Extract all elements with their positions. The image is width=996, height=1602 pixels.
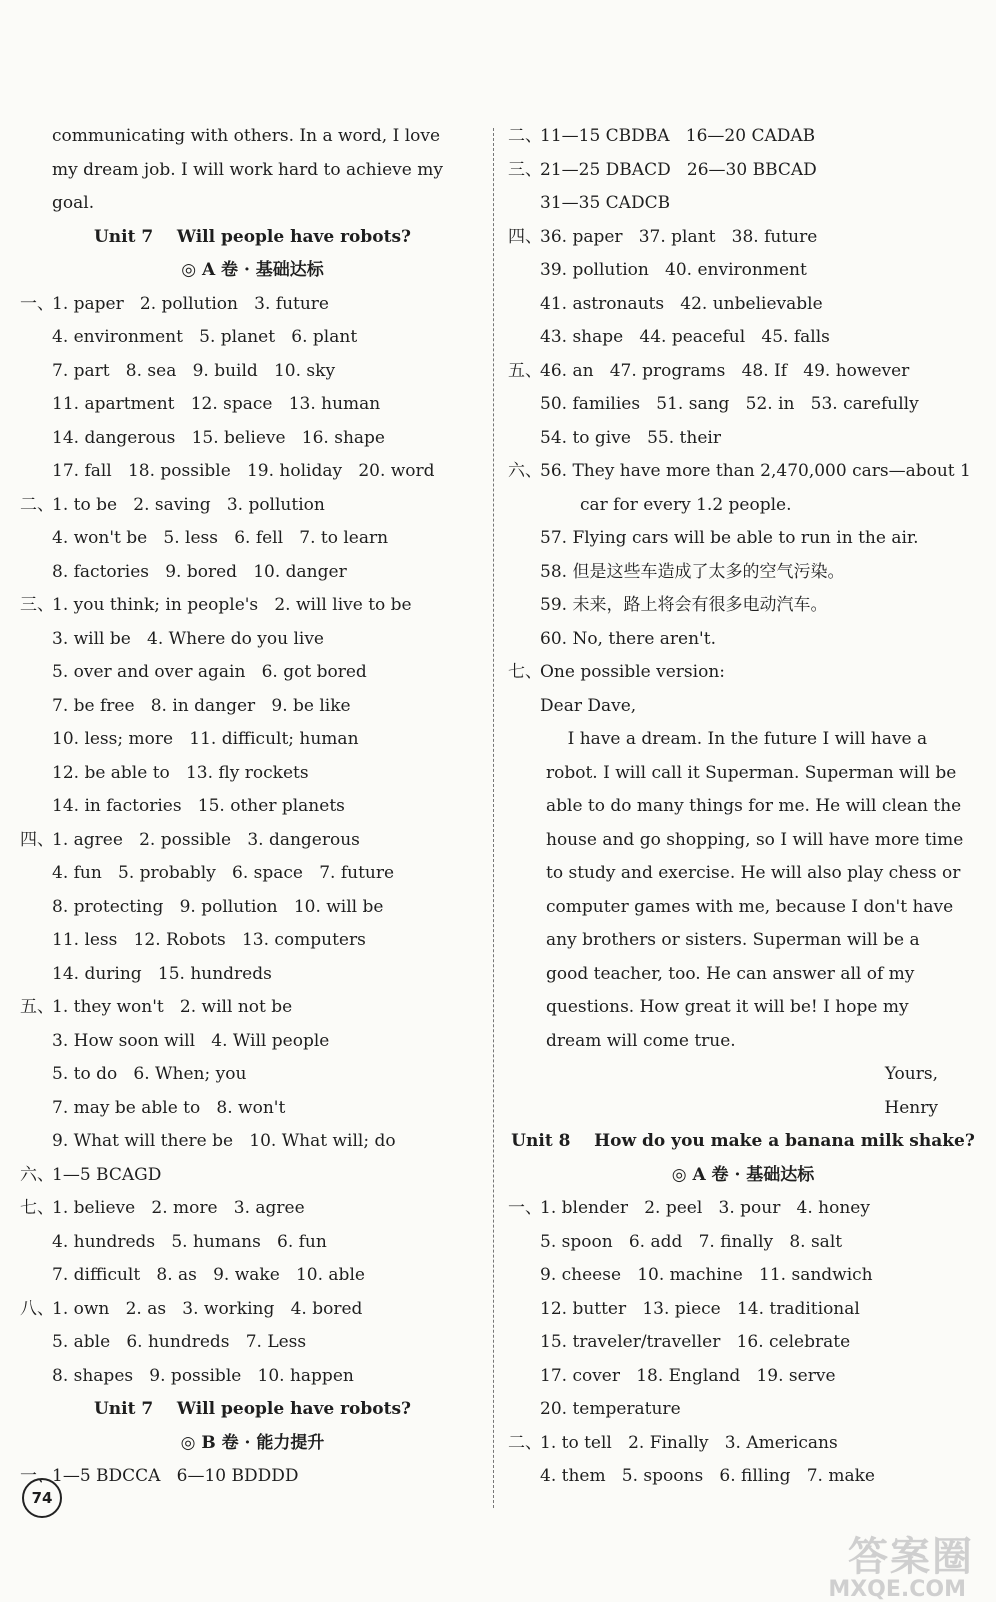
answer-line bbox=[20, 187, 485, 221]
answer-line bbox=[20, 288, 485, 322]
section-number: 七、 bbox=[508, 662, 542, 682]
section-number: 一、 bbox=[20, 1466, 54, 1486]
line-text: 5. to do 6. When; you bbox=[52, 1064, 247, 1084]
line-text: 15. traveler/traveller 16. celebrate bbox=[540, 1332, 851, 1352]
answer-line bbox=[508, 556, 978, 590]
line-text: 56. They have more than 2,470,000 cars—about 1 bbox=[540, 461, 971, 481]
answer-line bbox=[20, 1460, 485, 1494]
letter-signature bbox=[508, 1058, 978, 1092]
line-text: One possible version: bbox=[540, 662, 725, 682]
unit-heading bbox=[20, 1393, 485, 1427]
answer-line bbox=[508, 388, 978, 422]
line-text: 17. cover 18. England 19. serve bbox=[540, 1365, 836, 1386]
section-number: 二、 bbox=[508, 126, 542, 146]
line-text: 9. cheese 10. machine 11. sandwich bbox=[540, 1265, 873, 1285]
line-text: 46. an 47. programs 48. If 49. however bbox=[540, 360, 910, 381]
right-column bbox=[508, 120, 978, 1494]
section-number: 三、 bbox=[20, 595, 54, 615]
answer-line bbox=[20, 1326, 485, 1360]
answer-line bbox=[508, 623, 978, 657]
line-text: 5. spoon 6. add 7. finally 8. salt bbox=[540, 1231, 843, 1252]
answer-line bbox=[508, 1259, 978, 1293]
answer-line bbox=[20, 1025, 485, 1059]
answer-line bbox=[20, 1159, 485, 1193]
answer-line bbox=[508, 1427, 978, 1461]
answer-line bbox=[508, 857, 978, 891]
line-text: 8. protecting 9. pollution 10. will be bbox=[52, 896, 384, 917]
section-number: 二、 bbox=[508, 1432, 542, 1453]
line-text: 57. Flying cars will be able to run in the air. bbox=[540, 528, 919, 548]
line-text: 59. 未来，路上将会有很多电动汽车。 bbox=[540, 595, 828, 615]
answer-line bbox=[20, 154, 485, 188]
line-text: 11. apartment 12. space 13. human bbox=[52, 394, 381, 414]
line-text: 4. them 5. spoons 6. filling 7. make bbox=[540, 1466, 875, 1486]
answer-line bbox=[20, 991, 485, 1025]
line-text: 36. paper 37. plant 38. future bbox=[540, 226, 818, 247]
line-text: 7. may be able to 8. won't bbox=[52, 1097, 286, 1118]
line-text: 12. butter 13. piece 14. traditional bbox=[540, 1298, 860, 1319]
line-text: 9. What will there be 10. What will; do bbox=[52, 1131, 396, 1151]
answer-line bbox=[20, 422, 485, 456]
letter-signature bbox=[508, 1092, 978, 1126]
line-text: 20. temperature bbox=[540, 1399, 681, 1419]
section-number: 六、 bbox=[20, 1164, 54, 1185]
answer-line bbox=[20, 1226, 485, 1260]
answer-line bbox=[508, 288, 978, 322]
line-text: 14. during 15. hundreds bbox=[52, 963, 272, 984]
section-heading bbox=[20, 1427, 485, 1461]
line-text: 1. to be 2. saving 3. pollution bbox=[52, 494, 325, 515]
line-text: 1. own 2. as 3. working 4. bored bbox=[52, 1298, 363, 1319]
answer-line bbox=[508, 321, 978, 355]
line-text: 1—5 BDCCA 6—10 BDDDD bbox=[52, 1466, 299, 1486]
answer-line bbox=[508, 1460, 978, 1494]
line-text: 60. No, there aren't. bbox=[540, 628, 716, 649]
answer-line bbox=[20, 489, 485, 523]
line-text: questions. How great it will be! I hope my bbox=[546, 997, 909, 1017]
answer-line bbox=[20, 656, 485, 690]
answer-line bbox=[508, 455, 978, 489]
section-number: 七、 bbox=[20, 1198, 54, 1218]
answer-line bbox=[508, 221, 978, 255]
line-text: 43. shape 44. peaceful 45. falls bbox=[540, 327, 830, 347]
line-text: 14. dangerous 15. believe 16. shape bbox=[52, 427, 385, 448]
answer-line bbox=[508, 690, 978, 724]
answer-line bbox=[508, 254, 978, 288]
answer-line bbox=[508, 790, 978, 824]
unit-heading bbox=[508, 1125, 978, 1159]
line-text: 1. to tell 2. Finally 3. Americans bbox=[540, 1432, 838, 1453]
answer-line bbox=[20, 321, 485, 355]
answer-line bbox=[20, 556, 485, 590]
answer-line bbox=[508, 656, 978, 690]
section-number: 一、 bbox=[20, 293, 54, 314]
answer-line bbox=[508, 991, 978, 1025]
line-text: 5. over and over again 6. got bored bbox=[52, 662, 367, 682]
line-text: 4. environment 5. planet 6. plant bbox=[52, 327, 358, 347]
answer-line bbox=[508, 522, 978, 556]
answer-line bbox=[20, 1058, 485, 1092]
answer-line bbox=[508, 1025, 978, 1059]
section-number: 四、 bbox=[508, 226, 542, 247]
line-text: my dream job. I will work hard to achieve my bbox=[52, 159, 443, 180]
answer-line bbox=[20, 924, 485, 958]
page-number: 74 bbox=[22, 1478, 62, 1518]
line-text: 31—35 CADCB bbox=[540, 193, 671, 213]
line-text: goal. bbox=[52, 193, 95, 213]
answer-line bbox=[20, 388, 485, 422]
answer-line bbox=[20, 824, 485, 858]
answer-line bbox=[508, 824, 978, 858]
answer-line bbox=[508, 120, 978, 154]
line-text: 4. fun 5. probably 6. space 7. future bbox=[52, 863, 395, 883]
line-text: 7. part 8. sea 9. build 10. sky bbox=[52, 360, 336, 381]
watermark-logo: 答案圈 bbox=[848, 1534, 974, 1580]
line-text: 12. be able to 13. fly rockets bbox=[52, 762, 309, 783]
answer-line bbox=[508, 1326, 978, 1360]
line-text: ◎ A 卷 · 基础达标 bbox=[671, 1164, 815, 1185]
line-text: 1. blender 2. peel 3. pour 4. honey bbox=[540, 1198, 870, 1218]
answer-line bbox=[508, 1360, 978, 1394]
answer-line bbox=[508, 489, 978, 523]
answer-line bbox=[508, 757, 978, 791]
line-text: 50. families 51. sang 52. in 53. carefully bbox=[540, 394, 919, 414]
line-text: 7. be free 8. in danger 9. be like bbox=[52, 695, 351, 716]
line-text: 1. they won't 2. will not be bbox=[52, 997, 293, 1017]
line-text: dream will come true. bbox=[546, 1030, 736, 1051]
line-text: 39. pollution 40. environment bbox=[540, 260, 807, 280]
answer-line bbox=[20, 1192, 485, 1226]
section-number: 二、 bbox=[20, 494, 54, 515]
section-number: 四、 bbox=[20, 829, 54, 850]
answer-line bbox=[20, 120, 485, 154]
line-text: Unit 7 Will people have robots? bbox=[93, 1399, 411, 1419]
answer-line bbox=[20, 690, 485, 724]
answer-line bbox=[20, 1293, 485, 1327]
answer-line bbox=[20, 455, 485, 489]
answer-line bbox=[20, 958, 485, 992]
line-text: 10. less; more 11. difficult; human bbox=[52, 729, 359, 749]
line-text: ◎ B 卷 · 能力提升 bbox=[180, 1432, 325, 1453]
line-text: 5. able 6. hundreds 7. Less bbox=[52, 1332, 307, 1352]
section-number: 五、 bbox=[508, 360, 542, 381]
section-number: 三、 bbox=[508, 159, 542, 180]
line-text: to study and exercise. He will also play chess or bbox=[546, 863, 961, 883]
answer-line bbox=[508, 187, 978, 221]
line-text: 3. will be 4. Where do you live bbox=[52, 628, 324, 649]
line-text: Henry bbox=[884, 1097, 938, 1118]
line-text: 14. in factories 15. other planets bbox=[52, 796, 345, 816]
line-text: good teacher, too. He can answer all of my bbox=[546, 963, 915, 984]
line-text: 21—25 DBACD 26—30 BBCAD bbox=[540, 159, 817, 180]
line-text: 58. 但是这些车造成了太多的空气污染。 bbox=[540, 561, 845, 582]
line-text: 17. fall 18. possible 19. holiday 20. word bbox=[52, 461, 435, 481]
answer-line bbox=[508, 891, 978, 925]
answer-line bbox=[20, 857, 485, 891]
line-text: 4. hundreds 5. humans 6. fun bbox=[52, 1231, 327, 1252]
section-number: 一、 bbox=[508, 1198, 542, 1218]
line-text: 1—5 BCAGD bbox=[52, 1164, 162, 1185]
answer-line bbox=[508, 154, 978, 188]
answer-line bbox=[20, 355, 485, 389]
unit-heading bbox=[20, 221, 485, 255]
answer-line bbox=[508, 355, 978, 389]
line-text: 11—15 CBDBA 16—20 CADAB bbox=[540, 126, 816, 146]
line-text: 3. How soon will 4. Will people bbox=[52, 1030, 330, 1051]
answer-line bbox=[508, 422, 978, 456]
answer-line bbox=[20, 891, 485, 925]
line-text: 1. agree 2. possible 3. dangerous bbox=[52, 829, 360, 850]
section-number: 五、 bbox=[20, 997, 54, 1017]
answer-line bbox=[20, 790, 485, 824]
line-text: Unit 8 How do you make a banana milk shake? bbox=[511, 1131, 975, 1151]
line-text: 8. factories 9. bored 10. danger bbox=[52, 561, 347, 582]
answer-line bbox=[20, 623, 485, 657]
line-text: Unit 7 Will people have robots? bbox=[93, 226, 411, 247]
answer-line bbox=[508, 589, 978, 623]
answer-line bbox=[508, 924, 978, 958]
line-text: 1. believe 2. more 3. agree bbox=[52, 1198, 305, 1218]
line-text: ◎ A 卷 · 基础达标 bbox=[181, 260, 324, 280]
answer-line bbox=[508, 1192, 978, 1226]
answer-line bbox=[508, 958, 978, 992]
line-text: Yours, bbox=[884, 1064, 938, 1084]
line-text: 8. shapes 9. possible 10. happen bbox=[52, 1365, 354, 1386]
answer-line bbox=[20, 757, 485, 791]
left-column bbox=[20, 120, 485, 1494]
answer-line bbox=[20, 723, 485, 757]
line-text: able to do many things for me. He will clean the bbox=[546, 796, 962, 816]
column-divider bbox=[493, 128, 494, 1508]
line-text: house and go shopping, so I will have more time bbox=[546, 829, 964, 850]
line-text: any brothers or sisters. Superman will be a bbox=[546, 930, 920, 950]
line-text: computer games with me, because I don't have bbox=[546, 896, 954, 917]
line-text: 7. difficult 8. as 9. wake 10. able bbox=[52, 1265, 365, 1285]
answer-line bbox=[20, 522, 485, 556]
section-number: 六、 bbox=[508, 461, 542, 481]
line-text: 41. astronauts 42. unbelievable bbox=[540, 293, 823, 314]
line-text: Dear Dave, bbox=[540, 695, 637, 716]
watermark-url: MXQE.COM bbox=[828, 1577, 966, 1602]
line-text: 1. paper 2. pollution 3. future bbox=[52, 293, 329, 314]
answer-line bbox=[508, 723, 978, 757]
answer-line bbox=[508, 1226, 978, 1260]
section-heading bbox=[20, 254, 485, 288]
section-number: 八、 bbox=[20, 1298, 54, 1319]
line-text: car for every 1.2 people. bbox=[580, 494, 792, 515]
line-text: 1. you think; in people's 2. will live to be bbox=[52, 595, 412, 615]
answer-line bbox=[508, 1293, 978, 1327]
answer-line bbox=[20, 1259, 485, 1293]
answer-line bbox=[20, 589, 485, 623]
answer-line bbox=[508, 1393, 978, 1427]
line-text: 11. less 12. Robots 13. computers bbox=[52, 930, 366, 950]
answer-line bbox=[20, 1125, 485, 1159]
line-text: 4. won't be 5. less 6. fell 7. to learn bbox=[52, 528, 389, 548]
line-text: communicating with others. In a word, I love bbox=[52, 126, 441, 146]
line-text: 54. to give 55. their bbox=[540, 427, 721, 448]
line-text: robot. I will call it Superman. Superman will be bbox=[546, 762, 957, 783]
section-heading bbox=[508, 1159, 978, 1193]
line-text: I have a dream. In the future I will have a bbox=[546, 729, 928, 749]
answer-line bbox=[20, 1360, 485, 1394]
answer-line bbox=[20, 1092, 485, 1126]
